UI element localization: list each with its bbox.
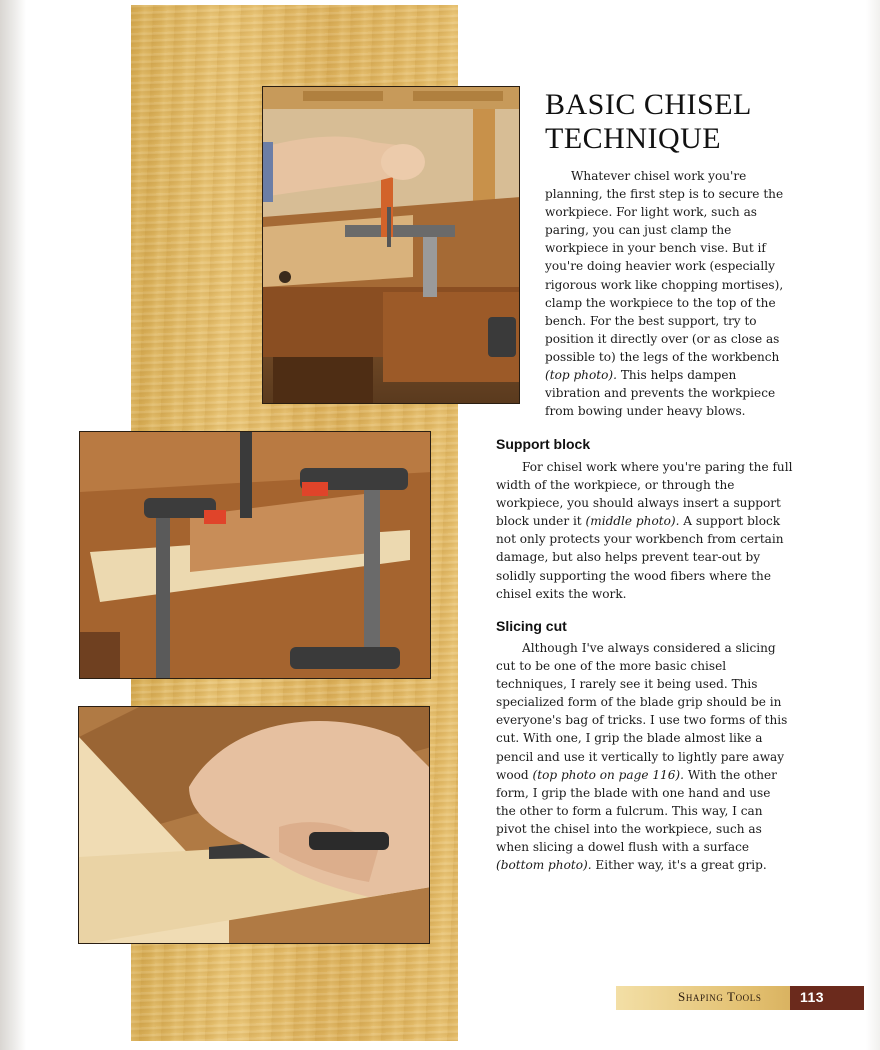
page-title <box>545 88 845 156</box>
slicing-text-1: Although I've always considered a slicing cut to be one of the more basic chisel techniques, I rarely see it being used. This specialized form of the blade grip should be in everyone's bag of tricks. I use two forms of this cut. With one, I grip the blade almost like a pencil and use it vertically to lightly pare away wood <box>496 641 788 782</box>
slicing-cut-paragraph <box>496 639 794 874</box>
intro-paragraph <box>545 167 795 420</box>
slicing-photo-ref-2: (bottom photo). <box>496 858 592 873</box>
intro-photo-ref: (top photo). <box>545 368 617 383</box>
slicing-cut-heading: Slicing cut <box>496 618 567 634</box>
top-photo-bench-clamp <box>262 86 520 404</box>
bottom-photo-slicing-cut <box>78 706 430 944</box>
support-block-paragraph <box>496 458 794 603</box>
intro-text-2: This helps dampen vibration and prevents the workpiece from bowing under heavy blows. <box>545 368 776 419</box>
slicing-text-3: Either way, it's a great grip. <box>591 858 767 873</box>
title-line-2: TECHNIQUE <box>545 122 722 155</box>
slicing-photo-ref-1: (top photo on page 116). <box>532 767 684 782</box>
page-number: 113 <box>800 989 825 1005</box>
support-photo-ref: (middle photo). <box>585 514 680 529</box>
support-text-1: For chisel work where you're paring the full width of the workpiece, or through the workpiece, you should always insert a support block under it <box>496 460 793 529</box>
slicing-text-2: With the other form, I grip the blade with one hand and use the other to form a fulcrum. This way, I can pivot the chisel into the workpiece, such as when slicing a dowel flush with a surface <box>496 767 777 855</box>
bottom-photo-illustration <box>79 707 430 944</box>
middle-photo-illustration <box>80 432 431 679</box>
support-block-heading: Support block <box>496 436 591 452</box>
support-text-2: A support block not only protects your workbench from certain damage, but also helps prevent tear-out by solidly supporting the wood fibers where the chisel exits the work. <box>496 514 784 601</box>
footer-section-label: Shaping Tools <box>678 989 762 1004</box>
middle-photo-support-block <box>79 431 431 679</box>
page-edge <box>866 0 880 1050</box>
title-line-1: BASIC CHISEL <box>545 88 752 121</box>
page-binding-shadow <box>0 0 26 1050</box>
top-photo-illustration <box>263 87 520 404</box>
intro-text-1: Whatever chisel work you're planning, the first step is to secure the workpiece. For light work, such as paring, you can just clamp the workpiece in your bench vise. But if you're doing heavier work (especially rigorous work like chopping mortises), clamp the workpiece to the top of the bench. For the best support, try to position it directly over (or as close as possible to) the legs of the workbench <box>545 169 784 364</box>
